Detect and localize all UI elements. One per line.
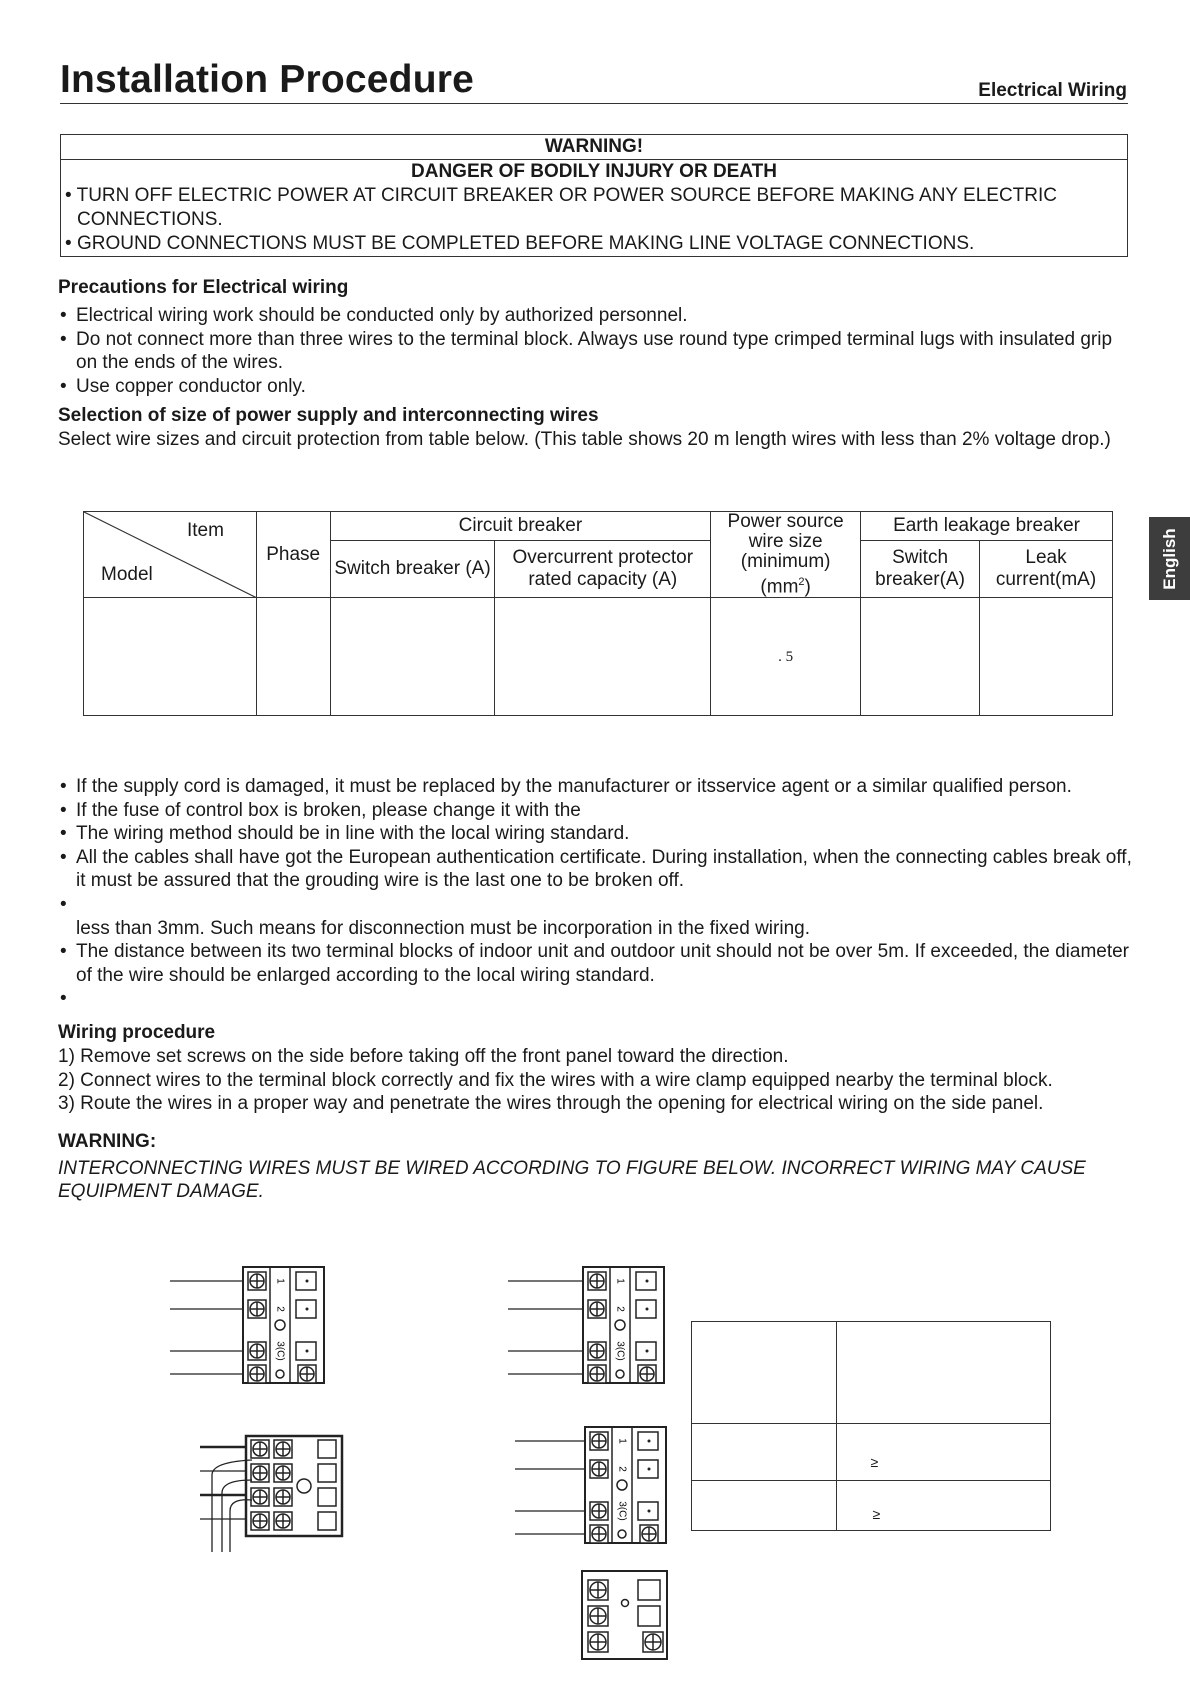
- notes-section: [58, 775, 1133, 1204]
- terminal-label: 1: [614, 1278, 626, 1284]
- table-cell: [330, 598, 495, 716]
- terminal-label: 2: [274, 1306, 286, 1312]
- precautions-heading: Precautions for Electrical wiring: [58, 277, 349, 298]
- table-cell: [980, 598, 1113, 716]
- unit-end: ): [804, 576, 811, 598]
- item-model-header: [84, 512, 257, 598]
- warning-box: [60, 134, 1128, 257]
- table-cell: [861, 598, 980, 716]
- terminal-label: 3(C): [274, 1341, 286, 1361]
- terminal-block-outdoor-a: [508, 1267, 664, 1383]
- wiring-step: 1) Remove set screws on the side before taking off the front panel toward the direction.: [58, 1045, 789, 1067]
- wiring-procedure-heading: Wiring procedure: [58, 1021, 216, 1043]
- item-label: Item: [187, 520, 224, 541]
- precaution-item: • Do not connect more than three wires to the terminal block. Always use round type crimped terminal lugs with insulated grip on the ends of the wires.: [58, 328, 1133, 375]
- power-source-header: [711, 512, 861, 598]
- elb-leak-header: Leak current(mA): [980, 540, 1113, 598]
- precautions-section: [58, 276, 1133, 452]
- terminal-label: 2: [614, 1306, 626, 1312]
- terminal-label: 2: [616, 1466, 628, 1472]
- terminal-block-indoor-a: [170, 1267, 324, 1383]
- warning-item-text: GROUND CONNECTIONS MUST BE COMPLETED BEFORE MAKING LINE VOLTAGE CONNECTIONS.: [76, 233, 975, 254]
- note-item: [58, 893, 1133, 917]
- table-cell-wire-size: . 5: [711, 598, 861, 716]
- elb-switch-header: Switch breaker(A): [861, 540, 980, 598]
- language-tab-label: English: [1159, 527, 1179, 590]
- table-cell: [692, 1424, 837, 1481]
- model-label: Model: [101, 564, 153, 585]
- selection-text: Select wire sizes and circuit protection from table below. (This table shows 20 m length wires with less than 2% voltage drop.): [58, 429, 1111, 451]
- warning2-text: INTERCONNECTING WIRES MUST BE WIRED ACCORDING TO FIGURE BELOW. INCORRECT WIRING MAY CAUSE EQUIPMENT DAMAGE.: [58, 1157, 1086, 1203]
- circuit-breaker-header: Circuit breaker: [330, 512, 711, 541]
- warning-subtitle: DANGER OF BODILY INJURY OR DEATH: [411, 161, 777, 182]
- table-cell: [692, 1322, 837, 1424]
- warning-item: • GROUND CONNECTIONS MUST BE COMPLETED BEFORE MAKING LINE VOLTAGE CONNECTIONS.: [65, 233, 975, 254]
- table-cell: [692, 1481, 837, 1531]
- note-item: • All the cables shall have got the European authentication certificate. During installation, when the connecting cables break off, it must be assured that the grouding wire is the last one to be broken off.: [58, 846, 1133, 893]
- terminal-label: 1: [274, 1278, 286, 1284]
- terminal-block-indoor-b: [200, 1436, 342, 1552]
- note-item: • The wiring method should be in line with the local wiring standard.: [58, 822, 1133, 846]
- unit-sup: 2: [798, 576, 805, 588]
- selection-heading: Selection of size of power supply and interconnecting wires: [58, 405, 599, 427]
- wiring-step: 2) Connect wires to the terminal block correctly and fix the wires with a wire clamp equipped nearby the terminal block.: [58, 1069, 1053, 1091]
- note-item: • If the supply cord is damaged, it must be replaced by the manufacturer or itsservice agent or a similar qualified person.: [58, 775, 1133, 799]
- earth-leakage-header: Earth leakage breaker: [861, 512, 1113, 541]
- terminal-label: 3(C): [614, 1341, 626, 1361]
- table-cell: [495, 598, 711, 716]
- precaution-item: • Electrical wiring work should be conducted only by authorized personnel.: [58, 304, 1133, 328]
- table-cell: [84, 598, 257, 716]
- table-cell: [256, 598, 330, 716]
- wiring-step: 3) Route the wires in a proper way and penetrate the wires through the opening for electrical wiring on the side panel.: [58, 1093, 1044, 1115]
- note-item: • If the fuse of control box is broken, please change it with the: [58, 799, 1133, 823]
- header-divider: [60, 103, 1128, 104]
- note-item-continuation: less than 3mm. Such means for disconnection must be incorporation in the fixed wiring.: [76, 917, 810, 939]
- note-item: [58, 987, 1133, 1011]
- precaution-item: • Use copper conductor only.: [58, 375, 1133, 399]
- terminal-block-outdoor-b: [515, 1427, 666, 1543]
- table-cell-symbol: ≥: [836, 1424, 1050, 1481]
- terminal-label: 1: [616, 1438, 628, 1444]
- language-tab[interactable]: [1149, 517, 1190, 600]
- table-cell-symbol: ≥: [836, 1481, 1050, 1531]
- section-title: Electrical Wiring: [978, 80, 1127, 101]
- page-title: Installation Procedure: [60, 58, 474, 101]
- warning-title: WARNING!: [61, 135, 1127, 160]
- overcurrent-header: Overcurrent protector rated capacity (A): [495, 540, 711, 598]
- warning-item: • TURN OFF ELECTRIC POWER AT CIRCUIT BREAKER OR POWER SOURCE BEFORE MAKING ANY ELECTRIC CONNECTIONS.: [65, 185, 1057, 230]
- terminal-label: 3(C): [616, 1501, 628, 1521]
- wire-size-table: [83, 511, 1113, 716]
- unit: (mm: [760, 576, 799, 598]
- terminal-block-outdoor-c: [582, 1571, 667, 1659]
- warning2-heading: WARNING:: [58, 1130, 157, 1152]
- phase-header: Phase: [256, 512, 330, 598]
- power-source-label: Power source wire size (minimum): [727, 511, 844, 572]
- note-item: • The distance between its two terminal blocks of indoor unit and outdoor unit should not be over 5m. If exceeded, the diameter of the wire should be enlarged according to the local wiring standard.: [58, 940, 1133, 987]
- switch-breaker-header: Switch breaker (A): [330, 540, 495, 598]
- diagram-spec-table: [691, 1321, 1051, 1531]
- table-cell: [836, 1322, 1050, 1424]
- warning-item-text: TURN OFF ELECTRIC POWER AT CIRCUIT BREAKER OR POWER SOURCE BEFORE MAKING ANY ELECTRIC CONNECTIONS.: [76, 185, 1057, 230]
